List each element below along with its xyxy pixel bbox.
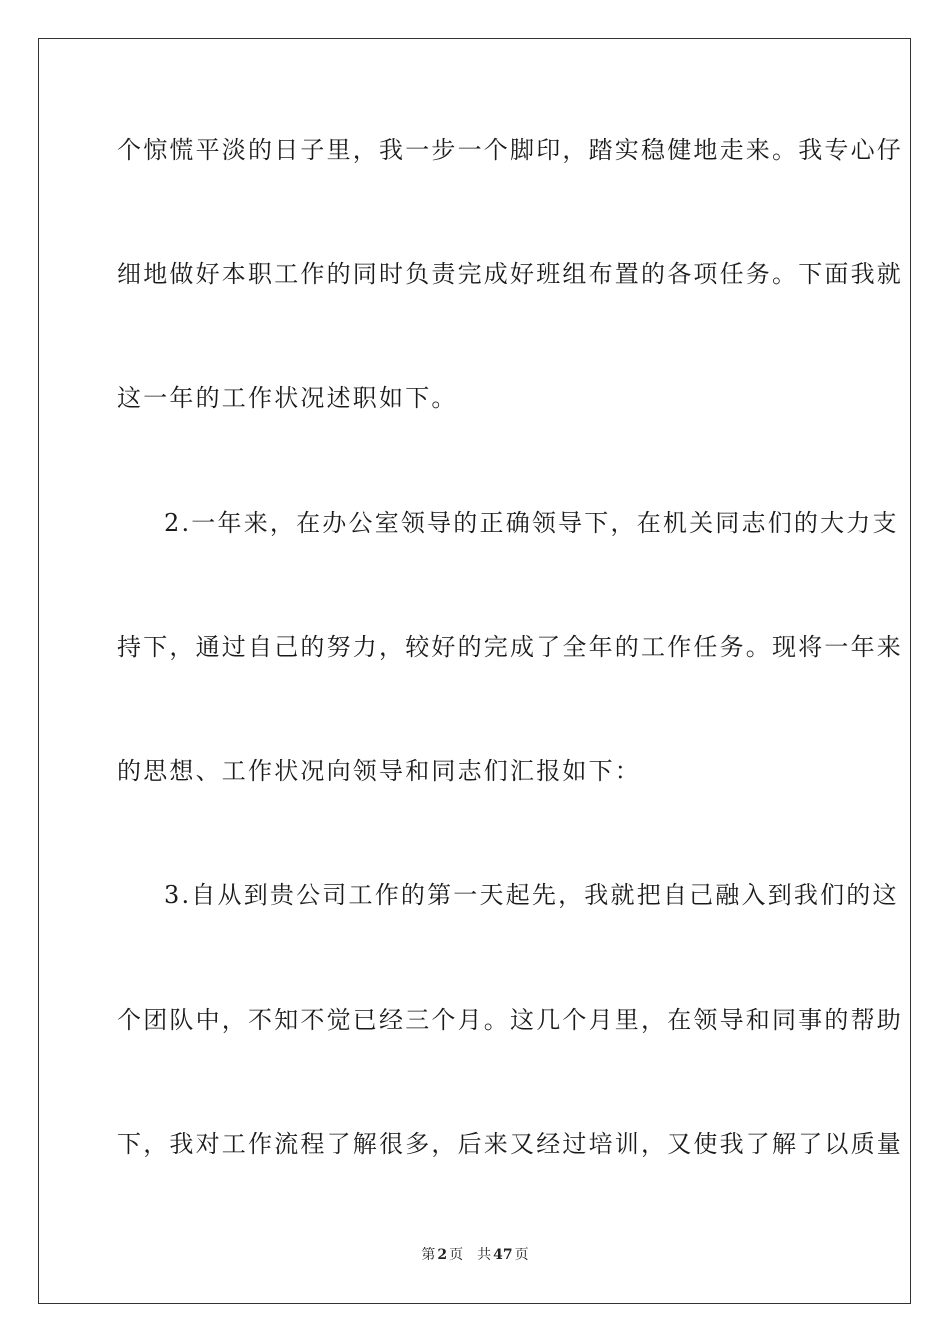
- page-footer: [0, 1246, 950, 1264]
- paragraph-line: 2.一年来，在办公室领导的正确领导下，在机关同志们的大力支: [164, 509, 899, 537]
- paragraph-line: 个团队中，不知不觉已经三个月。这几个月里，在领导和同事的帮助: [117, 1006, 903, 1034]
- total-label-prefix: 共: [477, 1247, 492, 1263]
- paragraph-line: 下，我对工作流程了解很多，后来又经过培训，又使我了解了以质量: [117, 1130, 903, 1158]
- paragraph-line: 个惊慌平淡的日子里，我一步一个脚印，踏实稳健地走来。我专心仔: [117, 136, 903, 164]
- page-number: 2: [437, 1247, 448, 1263]
- paragraph-line: 的思想、工作状况向领导和同志们汇报如下：: [117, 757, 641, 785]
- paragraph-line: 这一年的工作状况述职如下。: [117, 384, 458, 412]
- page-label-suffix: 页: [449, 1247, 464, 1263]
- paragraph-line: 细地做好本职工作的同时负责完成好班组布置的各项任务。下面我就: [117, 260, 903, 288]
- paragraph-line: 持下，通过自己的努力，较好的完成了全年的工作任务。现将一年来: [117, 633, 903, 661]
- total-label-suffix: 页: [514, 1247, 529, 1263]
- total-pages: 47: [493, 1247, 513, 1263]
- page-label-prefix: 第: [421, 1247, 436, 1263]
- page-border: [38, 38, 911, 1304]
- paragraph-line: 3.自从到贵公司工作的第一天起先，我就把自己融入到我们的这: [164, 881, 899, 909]
